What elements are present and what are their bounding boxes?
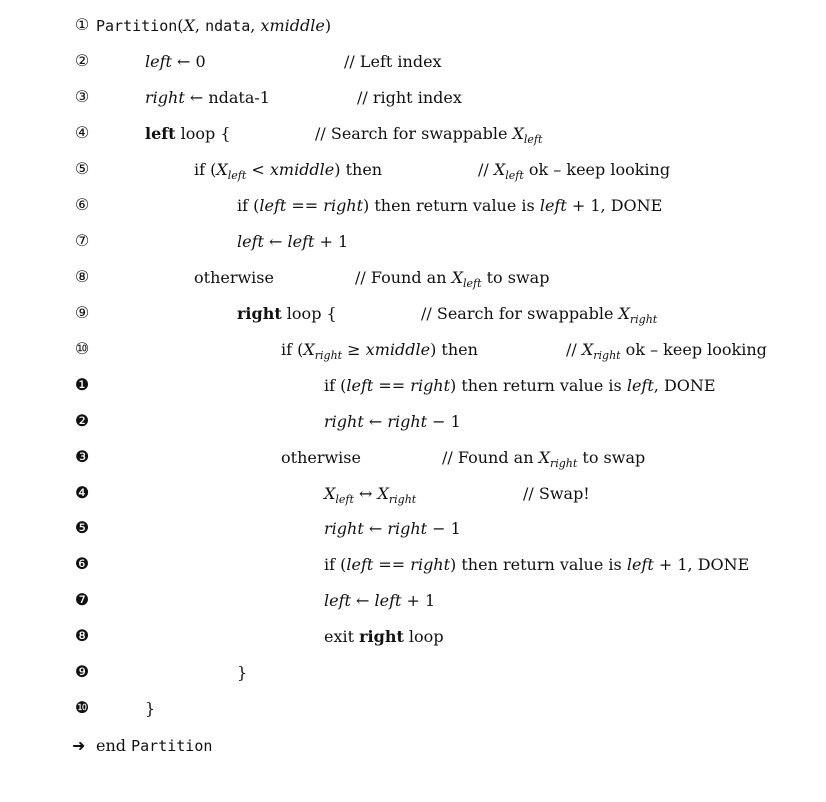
code-text: $X_{left}$ ↔ $X_{right}$ (324, 484, 417, 506)
line-marker: ❶ (74, 375, 90, 394)
line-marker: ④ (74, 123, 90, 142)
code-text: if ($X_{right}$ ≥ xmiddle) then (281, 340, 478, 362)
code-text: if (left == right) then return value is left + 1, DONE (237, 196, 663, 215)
code-text: end Partition (96, 736, 213, 755)
line-marker: ❿ (74, 698, 90, 717)
line-10 (0, 340, 826, 366)
line-marker: ❼ (74, 590, 90, 609)
line-4 (0, 124, 826, 150)
code-text: right loop { (237, 304, 337, 323)
line-8 (0, 268, 826, 294)
line-21 (0, 736, 826, 762)
code-text: left loop { (145, 124, 231, 143)
line-9 (0, 304, 826, 330)
line-marker: ⑦ (74, 231, 90, 250)
code-text: if (left == right) then return value is left + 1, DONE (324, 555, 750, 574)
code-text: if ($X_{left}$ < xmiddle) then (194, 160, 383, 182)
code-text: otherwise (194, 268, 274, 287)
arrow-icon: ➜ (72, 736, 86, 755)
line-marker: ❷ (74, 411, 90, 430)
line-marker: ② (74, 51, 90, 70)
line-marker: ⑥ (74, 195, 90, 214)
line-7 (0, 232, 826, 258)
comment-text: // Search for swappable $X_{left}$ (315, 124, 543, 146)
line-18 (0, 627, 826, 653)
code-text: exit right loop (324, 627, 444, 646)
line-3 (0, 88, 826, 114)
code-text: } (145, 699, 156, 718)
line-marker: ❽ (74, 626, 90, 645)
code-text: if (left == right) then return value is left, DONE (324, 376, 716, 395)
line-marker: ③ (74, 87, 90, 106)
comment-text: // Left index (344, 52, 442, 71)
code-text: right ← right − 1 (324, 412, 461, 431)
comment-text: // Search for swappable $X_{right}$ (421, 304, 658, 326)
comment-text: // $X_{right}$ ok – keep looking (566, 340, 767, 362)
code-text: left ← 0 (145, 52, 206, 71)
comment-text: // $X_{left}$ ok – keep looking (478, 160, 671, 182)
line-marker: ❺ (74, 518, 90, 537)
line-marker: ① (74, 15, 90, 34)
line-17 (0, 591, 826, 617)
line-12 (0, 412, 826, 438)
code-text: left ← left + 1 (324, 591, 436, 610)
code-text: left ← left + 1 (237, 232, 349, 251)
code-text: right ← right − 1 (324, 519, 461, 538)
code-text: Partition(X, ndata, xmiddle) (96, 16, 332, 35)
line-16 (0, 555, 826, 581)
line-1 (0, 16, 826, 42)
comment-text: // Swap! (523, 484, 590, 503)
line-14 (0, 484, 826, 510)
comment-text: // Found an $X_{right}$ to swap (442, 448, 646, 470)
line-11 (0, 376, 826, 402)
line-marker: ❸ (74, 447, 90, 466)
code-text: otherwise (281, 448, 361, 467)
line-marker: ⑤ (74, 159, 90, 178)
code-text: right ← ndata-1 (145, 88, 270, 107)
line-13 (0, 448, 826, 474)
line-marker: ⑧ (74, 267, 90, 286)
comment-text: // right index (357, 88, 462, 107)
line-20 (0, 699, 826, 725)
line-2 (0, 52, 826, 78)
code-text: } (237, 663, 248, 682)
line-marker: ❻ (74, 554, 90, 573)
line-6 (0, 196, 826, 222)
line-marker: ⑩ (74, 339, 90, 358)
line-15 (0, 519, 826, 545)
line-5 (0, 160, 826, 186)
line-marker: ⑨ (74, 303, 90, 322)
line-marker: ❾ (74, 662, 90, 681)
line-19 (0, 663, 826, 689)
comment-text: // Found an $X_{left}$ to swap (355, 268, 550, 290)
line-marker: ❹ (74, 483, 90, 502)
